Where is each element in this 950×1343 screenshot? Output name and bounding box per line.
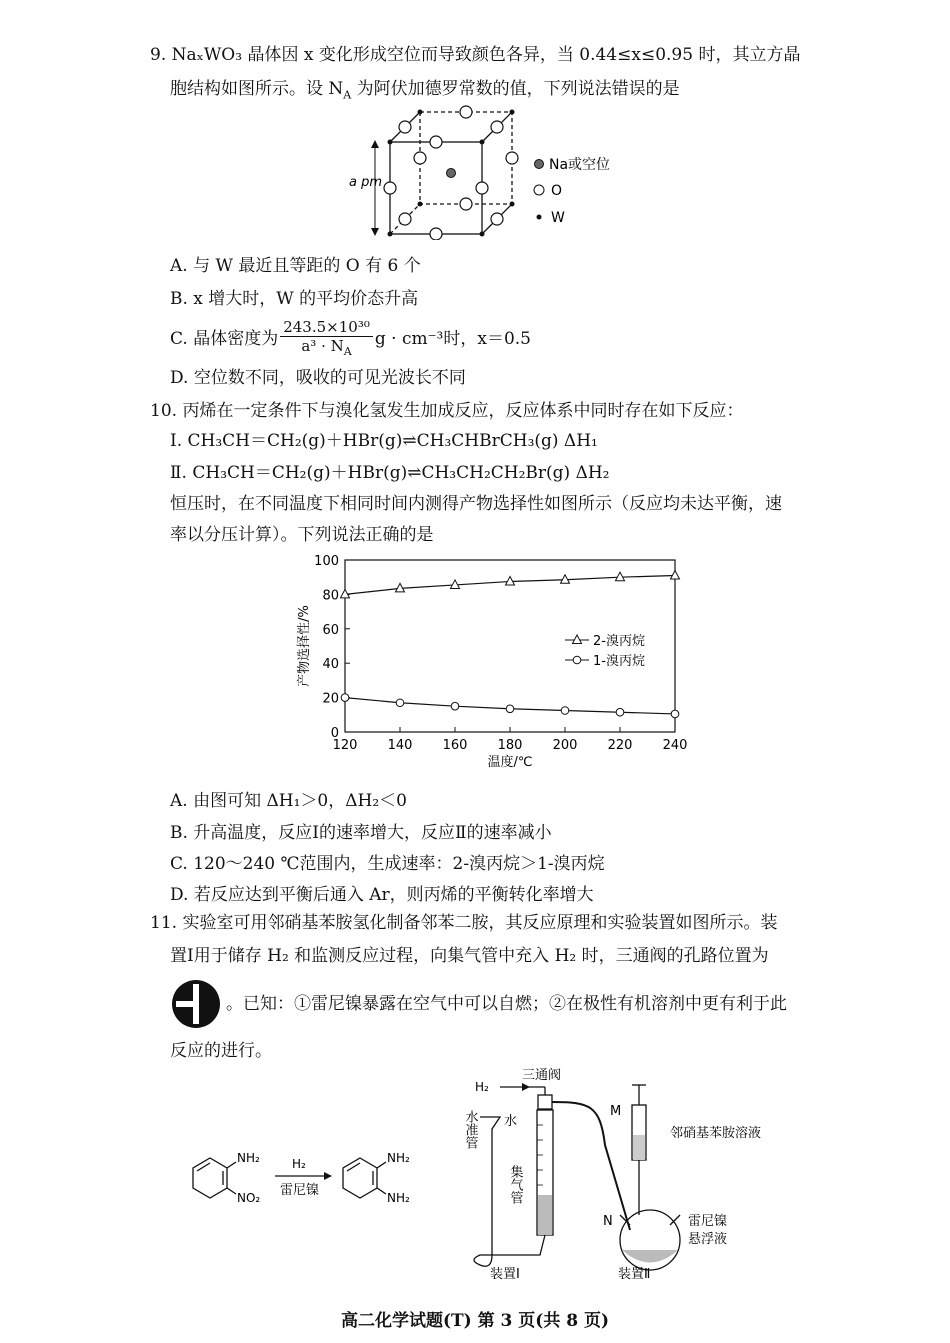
y-axis-label: 产物选择性/% [297,605,312,687]
legend-na: Na或空位 [549,157,611,173]
gray-dot-icon [535,160,544,169]
legend-w: W [551,210,565,226]
q9-option-d: D. 空位数不同，吸收的可见光波长不同 [170,368,466,388]
label-device-1: 装置Ⅰ [490,1267,520,1282]
reaction-scheme [180,1140,430,1220]
label-water: 水 [504,1114,518,1129]
x-tick-label: 180 [497,738,523,753]
label-solution: 邻硝基苯胺溶液 [670,1126,762,1141]
y-tick-label: 100 [314,554,339,569]
q10-option-a: A. 由图可知 ΔH₁＞0，ΔH₂＜0 [170,791,407,811]
data-point-circle [451,702,459,710]
arrow-reagent: H₂ [292,1157,306,1171]
data-point-circle [396,699,404,707]
label-m: M [610,1104,622,1119]
q11-line2: 置Ⅰ用于储存 H₂ 和监测反应过程，向集气管中充入 H₂ 时，三通阀的孔路位置为 [170,946,769,966]
legend-label: 1-溴丙烷 [593,654,645,669]
data-point-triangle [671,570,680,579]
q10-line1: 10. 丙烯在一定条件下与溴化氢发生加成反应，反应体系中同时存在如下反应： [150,401,744,421]
label-water-tube: 水准管 [462,1110,478,1149]
q10-reaction-2: Ⅱ. CH₃CH＝CH₂(g)＋HBr(g)⇌CH₃CH₂CH₂Br(g) ΔH₂ [170,463,610,483]
open-circle-icon [534,185,544,195]
y-tick-label: 0 [330,726,339,741]
label-h2: H₂ [475,1080,489,1094]
y-tick-label: 60 [322,622,339,638]
q9-option-b: B. x 增大时，W 的平均价态升高 [170,289,419,309]
x-tick-label: 120 [332,738,358,753]
data-point-triangle [561,575,570,584]
x-axis-label: 温度/℃ [487,755,533,770]
edge-label: a pm [349,175,383,190]
data-point-triangle [506,577,515,586]
black-dot-icon [537,215,542,220]
label-device-2: 装置Ⅱ [618,1267,651,1282]
y-tick-label: 80 [322,588,339,604]
q10-option-d: D. 若反应达到平衡后通入 Ar，则丙烯的平衡转化率增大 [170,885,594,905]
q10-option-b: B. 升高温度，反应Ⅰ的速率增大，反应Ⅱ的速率减小 [170,823,552,843]
q11-line4: 反应的进行。 [170,1041,272,1061]
q9-line1: 9. NaₓWO₃ 晶体因 x 变化形成空位而导致颜色各异，当 0.44≤x≤0.95 时，其立方晶 [150,45,801,65]
density-fraction: $\frac{\text{243.5×10³⁰}}{a^3 \cdot N_A}$ [280,318,373,361]
x-tick-label: 240 [662,738,688,753]
data-point-circle [616,708,624,716]
data-point-circle [341,694,349,702]
q9-option-a: A. 与 W 最近且等距的 O 有 6 个 [170,256,421,276]
data-point-circle [561,707,569,715]
arrow-catalyst: 雷尼镍 [280,1183,320,1198]
y-tick-label: 20 [322,691,339,707]
q9-line2: 胞结构如图所示。设 $N_A$ 为阿伏加德罗常数的值，下列说法错误的是 [170,79,680,102]
reactant-no2: NO₂ [237,1191,261,1205]
q11-line1: 11. 实验室可用邻硝基苯胺氢化制备邻苯二胺，其反应原理和实验装置如图所示。装 [150,913,778,933]
data-point-triangle [616,572,625,581]
legend-o: O [551,183,563,199]
data-point-circle [506,705,514,713]
x-tick-label: 140 [387,738,413,753]
y-tick-label: 40 [322,657,339,673]
legend-marker-circle [573,656,581,664]
data-point-circle [671,710,679,718]
label-valve: 三通阀 [522,1068,562,1083]
apparatus-figure [440,1065,800,1290]
q10-reaction-1: Ⅰ. CH₃CH＝CH₂(g)＋HBr(g)⇌CH₃CHBrCH₃(g) ΔH₁ [170,431,598,451]
three-way-valve-icon [170,978,222,1030]
label-n: N [603,1214,613,1229]
label-nickel-1: 雷尼镍 [688,1214,728,1229]
crystal-cell-figure [345,100,635,240]
x-tick-label: 160 [442,738,468,753]
product-nh2-top: NH₂ [387,1151,410,1165]
selectivity-chart [280,548,700,778]
page-footer: 高二化学试题(T) 第 3 页(共 8 页) [340,1311,610,1331]
label-gas-tube: 集气管 [507,1165,523,1204]
q11-line3: 。已知：①雷尼镍暴露在空气中可以自燃；②在极性有机溶剂中更有利于此 [226,994,787,1014]
legend-marker-triangle [573,635,582,644]
x-tick-label: 220 [607,738,633,753]
label-nickel-2: 悬浮液 [688,1232,728,1247]
q10-option-c: C. 120～240 ℃范围内，生成速率：2-溴丙烷＞1-溴丙烷 [170,854,605,874]
q10-line5: 率以分压计算）。下列说法正确的是 [170,525,434,545]
reactant-nh2: NH₂ [237,1151,260,1165]
q10-line4: 恒压时，在不同温度下相同时间内测得产物选择性如图所示（反应均未达平衡，速 [170,494,782,514]
q9-option-c: C. 晶体密度为 $\frac{\text{243.5×10³⁰}}{a^3 \cdot N_A}$ g · cm⁻³时，x＝0.5 [170,318,531,361]
x-tick-label: 200 [552,738,578,753]
legend-label: 2-溴丙烷 [593,634,645,649]
product-nh2-bottom: NH₂ [387,1191,410,1205]
